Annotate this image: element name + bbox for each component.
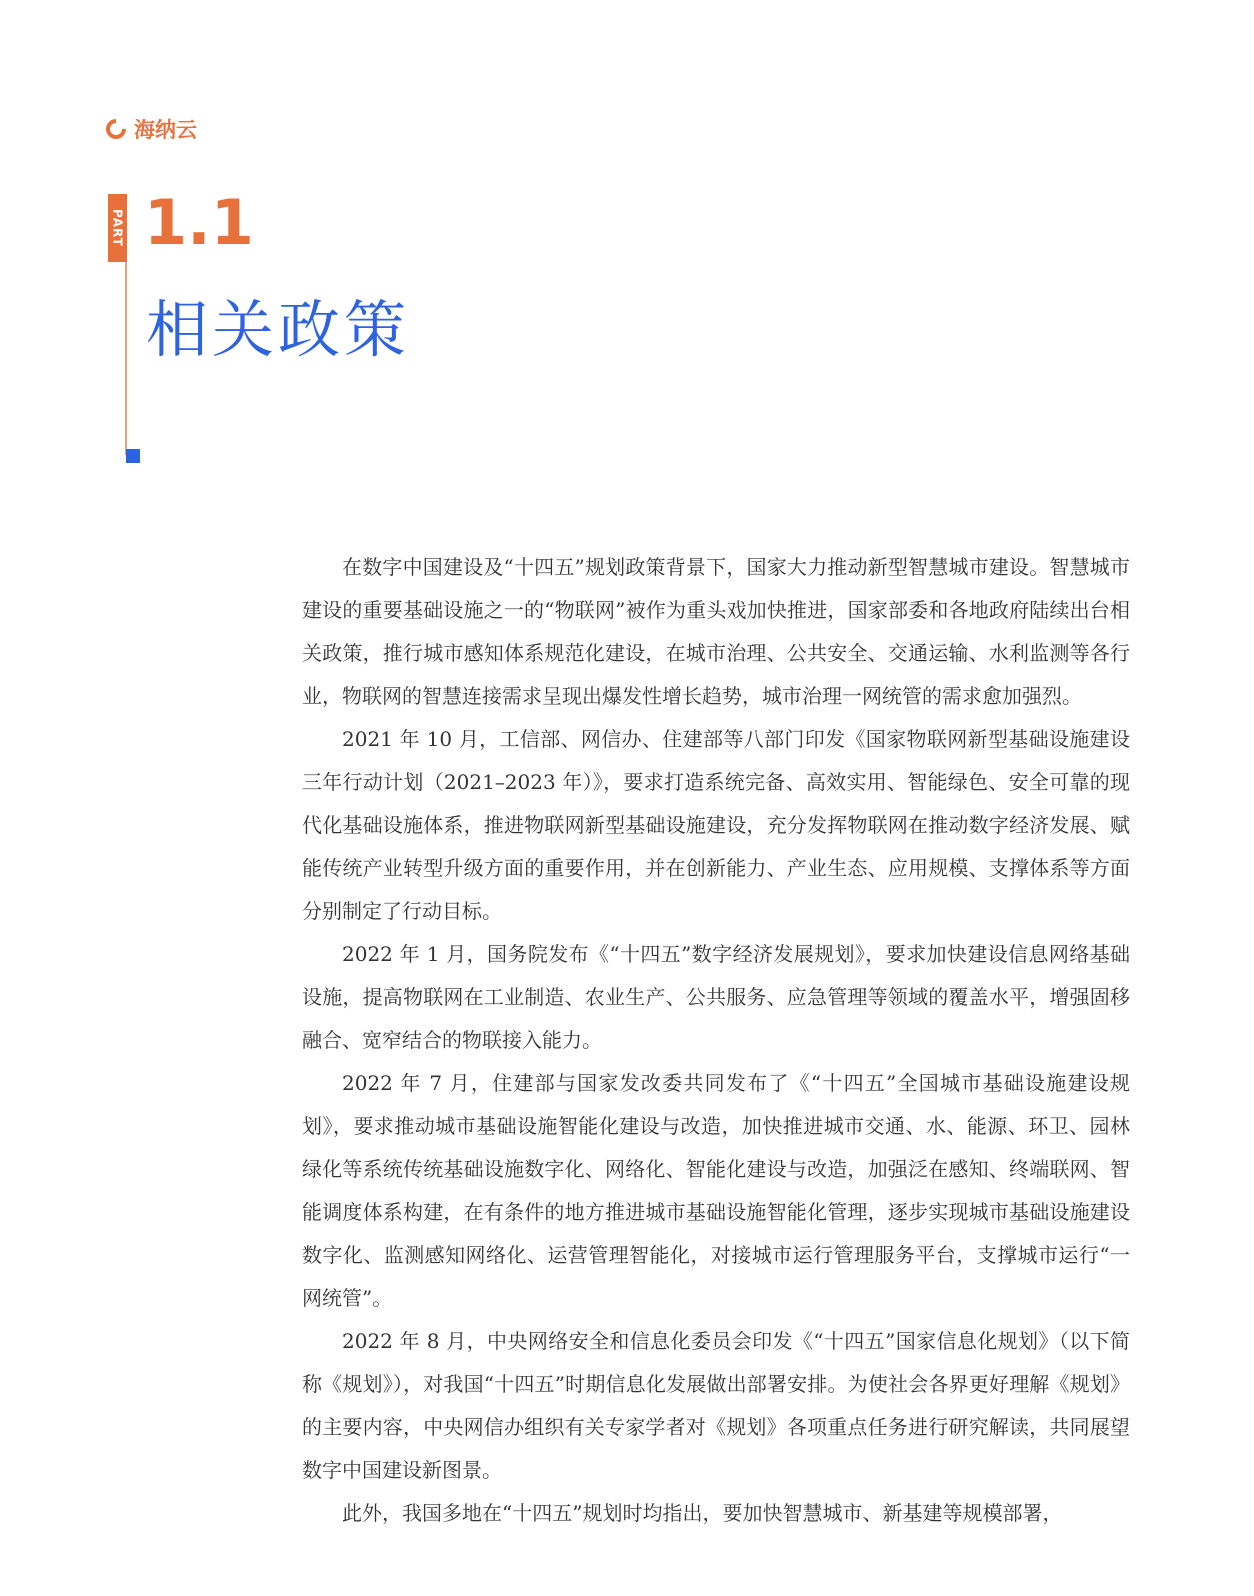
paragraph: 2022 年 7 月，住建部与国家发改委共同发布了《“十四五”全国城市基础设施建设规划》，要求推动城市基础设施智能化建设与改造，加快推进城市交通、水、能源、环卫、园林绿化等系统传统基础设施数字化、网络化、智能化建设与改造，加强泛在感知、终端联网、智能调度体系构建，在有条件的地方推进城市基础设施智能化管理，逐步实现城市基础设施建设数字化、监测感知网络化、运营管理智能化，对接城市运行管理服务平台，支撑城市运行“一网统管”。 <box>302 1071 1130 1310</box>
section-title: 相关政策 <box>146 293 411 366</box>
paragraph: 在数字中国建设及“十四五”规划政策背景下，国家大力推动新型智慧城市建设。智慧城市建设的重要基础设施之一的“物联网”被作为重头戏加快推进，国家部委和各地政府陆续出台相关政策，推行城市感知体系规范化建设，在城市治理、公共安全、交通运输、水利监测等各行业，物联网的智慧连接需求呈现出爆发性增长趋势，城市治理一网统管的需求愈加强烈。 <box>302 555 1130 708</box>
paragraph: 2022 年 1 月，国务院发布《“十四五”数字经济发展规划》，要求加快建设信息网络基础设施，提高物联网在工业制造、农业生产、公共服务、应急管理等领域的覆盖水平，增强固移融合、宽窄结合的物联接入能力。 <box>302 942 1130 1052</box>
company-logo <box>106 114 197 144</box>
section-number: 1.1 <box>144 186 254 259</box>
paragraph: 此外，我国多地在“十四五”规划时均指出，要加快智慧城市、新基建等规模部署， <box>342 1501 1063 1525</box>
logo-c-icon <box>102 115 130 143</box>
paragraph: 2021 年 10 月，工信部、网信办、住建部等八部门印发《国家物联网新型基础设施建设三年行动计划（2021–2023 年）》，要求打造系统完备、高效实用、智能绿色、安全可靠的现代化基础设施体系，推进物联网新型基础设施建设，充分发挥物联网在推动数字经济发展、赋能传统产业转型升级方面的重要作用，并在创新能力、产业生态、应用规模、支撑体系等方面分别制定了行动目标。 <box>302 727 1130 923</box>
part-tag <box>108 194 127 262</box>
part-accent-square <box>126 449 140 463</box>
paragraph: 2022 年 8 月，中央网络安全和信息化委员会印发《“十四五”国家信息化规划》（以下简称《规划》），对我国“十四五”时期信息化发展做出部署安排。为使社会各界更好理解《规划》的主要内容，中央网信办组织有关专家学者对《规划》各项重点任务进行研究解读，共同展望数字中国建设新图景。 <box>302 1329 1130 1482</box>
body-text <box>302 546 1130 1535</box>
part-label: PART <box>110 209 125 247</box>
logo-text: 海纳云 <box>134 118 197 142</box>
part-divider-line <box>125 262 127 455</box>
